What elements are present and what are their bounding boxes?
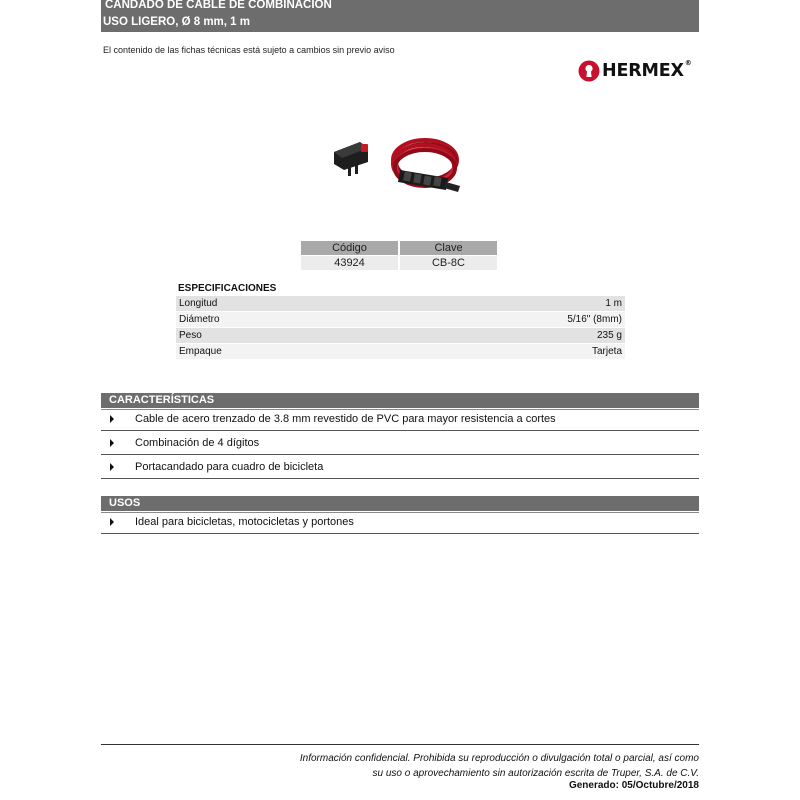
specs-title: ESPECIFICACIONES bbox=[178, 283, 277, 294]
list-item bbox=[101, 455, 699, 479]
feature-text: Combinación de 4 dígitos bbox=[135, 437, 260, 449]
feature-text: Cable de acero trenzado de 3.8 mm revestido de PVC para mayor resistencia a cortes bbox=[135, 413, 556, 425]
header-clave: Clave bbox=[400, 241, 497, 255]
spec-label: Empaque bbox=[179, 346, 222, 357]
code-table-row bbox=[301, 256, 499, 270]
footer-divider bbox=[101, 744, 699, 745]
spec-row-diametro bbox=[176, 312, 625, 328]
bullet-icon bbox=[110, 518, 114, 526]
spec-row-peso bbox=[176, 328, 625, 344]
bracket-holder bbox=[334, 142, 368, 176]
specs-table bbox=[176, 296, 625, 360]
list-item bbox=[101, 510, 699, 534]
value-codigo: 43924 bbox=[301, 256, 398, 270]
bullet-icon bbox=[110, 463, 114, 471]
confidentiality-notice bbox=[279, 751, 699, 781]
confidentiality-line-2: su uso o aprovechamiento sin autorización escrita de Truper, S.A. de C.V. bbox=[372, 768, 699, 779]
title-band bbox=[101, 0, 699, 32]
spec-value: Tarjeta bbox=[591, 346, 622, 357]
value-clave: CB-8C bbox=[400, 256, 497, 270]
spec-label: Peso bbox=[179, 330, 202, 341]
feature-text: Portacandado para cuadro de bicicleta bbox=[135, 461, 324, 473]
spec-label: Diámetro bbox=[179, 314, 220, 325]
code-table-header bbox=[301, 241, 499, 255]
spec-row-longitud bbox=[176, 296, 625, 312]
product-title: CANDADO DE CABLE DE COMBINACIÓN bbox=[105, 0, 332, 11]
usos-header: USOS bbox=[101, 496, 699, 511]
spec-label: Longitud bbox=[179, 298, 218, 309]
bullet-icon bbox=[110, 439, 114, 447]
keyhole-logo-icon bbox=[578, 60, 600, 82]
code-table bbox=[301, 241, 499, 270]
spec-row-empaque bbox=[176, 344, 625, 360]
product-subtitle: USO LIGERO, Ø 8 mm, 1 m bbox=[103, 16, 250, 28]
brand-name: HERMEX® bbox=[602, 59, 692, 81]
bullet-icon bbox=[110, 415, 114, 423]
spec-value: 235 g bbox=[596, 330, 622, 341]
brand-logo bbox=[578, 58, 692, 84]
confidentiality-line-1: Información confidencial. Prohibida su reproducción o divulgación total o parcial, así como bbox=[299, 753, 699, 764]
product-image bbox=[330, 130, 470, 200]
disclaimer-notice: El contenido de las fichas técnicas está sujeto a cambios sin previo aviso bbox=[103, 45, 395, 55]
list-item bbox=[101, 431, 699, 455]
header-codigo: Código bbox=[301, 241, 398, 255]
spec-value: 5/16" (8mm) bbox=[567, 314, 622, 325]
spec-value: 1 m bbox=[605, 298, 622, 309]
list-item bbox=[101, 407, 699, 431]
usage-text: Ideal para bicicletas, motocicletas y portones bbox=[135, 516, 354, 528]
caracteristicas-header: CARACTERÍSTICAS bbox=[101, 393, 699, 408]
generated-date: Generado: 05/Octubre/2018 bbox=[568, 780, 699, 791]
